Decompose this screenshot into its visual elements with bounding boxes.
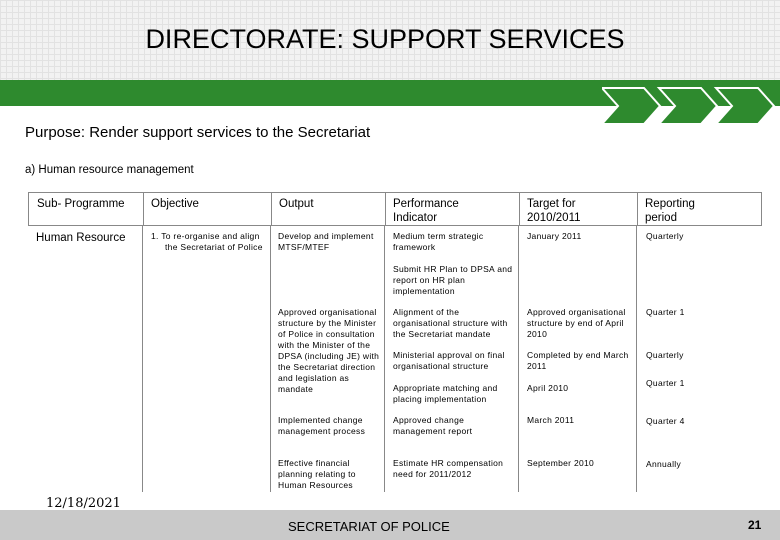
- indicator-cell: [393, 458, 503, 480]
- target-cell: April 2010: [527, 383, 569, 393]
- indicator-line: need for 2011/2012: [393, 469, 472, 479]
- indicator-line: Alignment of the: [393, 307, 460, 317]
- indicator-line: Approved change: [393, 415, 465, 425]
- indicator-line: Ministerial approval on final: [393, 350, 505, 360]
- indicator-line: report on HR plan: [393, 275, 466, 285]
- column-divider: [270, 226, 271, 492]
- header-indicator-line: Performance: [393, 198, 459, 210]
- column-divider: [518, 226, 519, 492]
- header-period-line: Reporting: [645, 198, 695, 210]
- objective-cell: [151, 231, 263, 253]
- indicator-cell: [393, 264, 512, 297]
- target-cell: [527, 350, 629, 372]
- period-cell: Quarterly: [646, 231, 684, 241]
- target-line: structure by end of April: [527, 318, 624, 328]
- output-cell: [278, 458, 356, 491]
- period-cell: Quarterly: [646, 350, 684, 360]
- output-cell: [278, 307, 379, 395]
- output-line: MTSF/MTEF: [278, 242, 330, 252]
- output-line: mandate: [278, 384, 314, 394]
- header-indicator: [393, 197, 459, 225]
- target-line: Completed by end March: [527, 350, 629, 360]
- purpose-text: Purpose: Render support services to the Secretariat: [25, 124, 371, 141]
- period-cell: Quarter 1: [646, 307, 685, 317]
- output-line: management process: [278, 426, 366, 436]
- target-cell: January 2011: [527, 231, 582, 241]
- header-divider: [519, 193, 520, 225]
- header-output: Output: [279, 198, 314, 210]
- header-indicator-line: Indicator: [393, 212, 438, 224]
- output-line: with the Minister of the: [278, 340, 371, 350]
- output-line: and legislation as: [278, 373, 350, 383]
- chevron-arrows-icon: [602, 86, 777, 126]
- indicator-cell: [393, 350, 505, 372]
- target-cell: September 2010: [527, 458, 595, 468]
- footer-organisation: SECRETARIAT OF POLICE: [288, 519, 450, 534]
- header-divider: [637, 193, 638, 225]
- header-reporting-period: [645, 197, 695, 225]
- indicator-line: the Secretariat mandate: [393, 329, 491, 339]
- output-line: the Secretariat direction: [278, 362, 376, 372]
- indicator-line: organisational structure with: [393, 318, 508, 328]
- page-number: 21: [748, 518, 762, 532]
- output-line: DPSA (including JE) with: [278, 351, 380, 361]
- column-divider: [142, 226, 143, 492]
- output-line: Approved organisational: [278, 307, 377, 317]
- period-cell: Quarter 4: [646, 416, 685, 426]
- header-divider: [143, 193, 144, 225]
- output-line: structure by the Minister: [278, 318, 377, 328]
- page-title: DIRECTORATE: SUPPORT SERVICES: [145, 24, 625, 54]
- output-line: Develop and implement: [278, 231, 374, 241]
- indicator-line: organisational structure: [393, 361, 489, 371]
- indicator-line: framework: [393, 242, 436, 252]
- target-line: Approved organisational: [527, 307, 626, 317]
- target-cell: [527, 307, 626, 340]
- objective-line: the Secretariat of Police: [165, 242, 263, 252]
- indicator-line: placing implementation: [393, 394, 487, 404]
- header-objective: Objective: [151, 198, 199, 210]
- table-header-row: [28, 192, 762, 226]
- header-period-line: period: [645, 212, 677, 224]
- indicator-cell: [393, 383, 498, 405]
- header-target-line: Target for: [527, 198, 576, 210]
- indicator-cell: [393, 231, 483, 253]
- output-line: planning relating to: [278, 469, 356, 479]
- output-line: Human Resources: [278, 480, 353, 490]
- indicator-line: Estimate HR compensation: [393, 458, 504, 468]
- section-heading: a) Human resource management: [25, 164, 194, 176]
- target-line: 2010: [527, 329, 548, 339]
- indicator-cell: [393, 307, 508, 340]
- header-divider: [385, 193, 386, 225]
- output-line: Implemented change: [278, 415, 363, 425]
- output-line: Effective financial: [278, 458, 350, 468]
- output-cell: [278, 231, 374, 253]
- period-cell: Annually: [646, 459, 682, 469]
- indicator-line: Medium term strategic: [393, 231, 484, 241]
- column-divider: [636, 226, 637, 492]
- indicator-line: Submit HR Plan to DPSA and: [393, 264, 513, 274]
- indicator-line: management report: [393, 426, 473, 436]
- indicator-line: implementation: [393, 286, 455, 296]
- sub-programme-cell: Human Resource: [36, 232, 126, 244]
- footer-date: 12/18/2021: [46, 496, 121, 511]
- target-cell: March 2011: [527, 415, 575, 425]
- header-target-line: 2010/2011: [527, 212, 581, 224]
- indicator-cell: [393, 415, 472, 437]
- indicator-line: Appropriate matching and: [393, 383, 498, 393]
- header-divider: [271, 193, 272, 225]
- header-target: [527, 197, 581, 225]
- header-sub-programme: Sub- Programme: [37, 198, 125, 210]
- column-divider: [384, 226, 385, 492]
- objective-line: 1. To re-organise and align: [151, 231, 260, 241]
- target-line: 2011: [527, 361, 547, 371]
- period-cell: Quarter 1: [646, 378, 685, 388]
- output-line: of Police in consultation: [278, 329, 375, 339]
- output-cell: [278, 415, 365, 437]
